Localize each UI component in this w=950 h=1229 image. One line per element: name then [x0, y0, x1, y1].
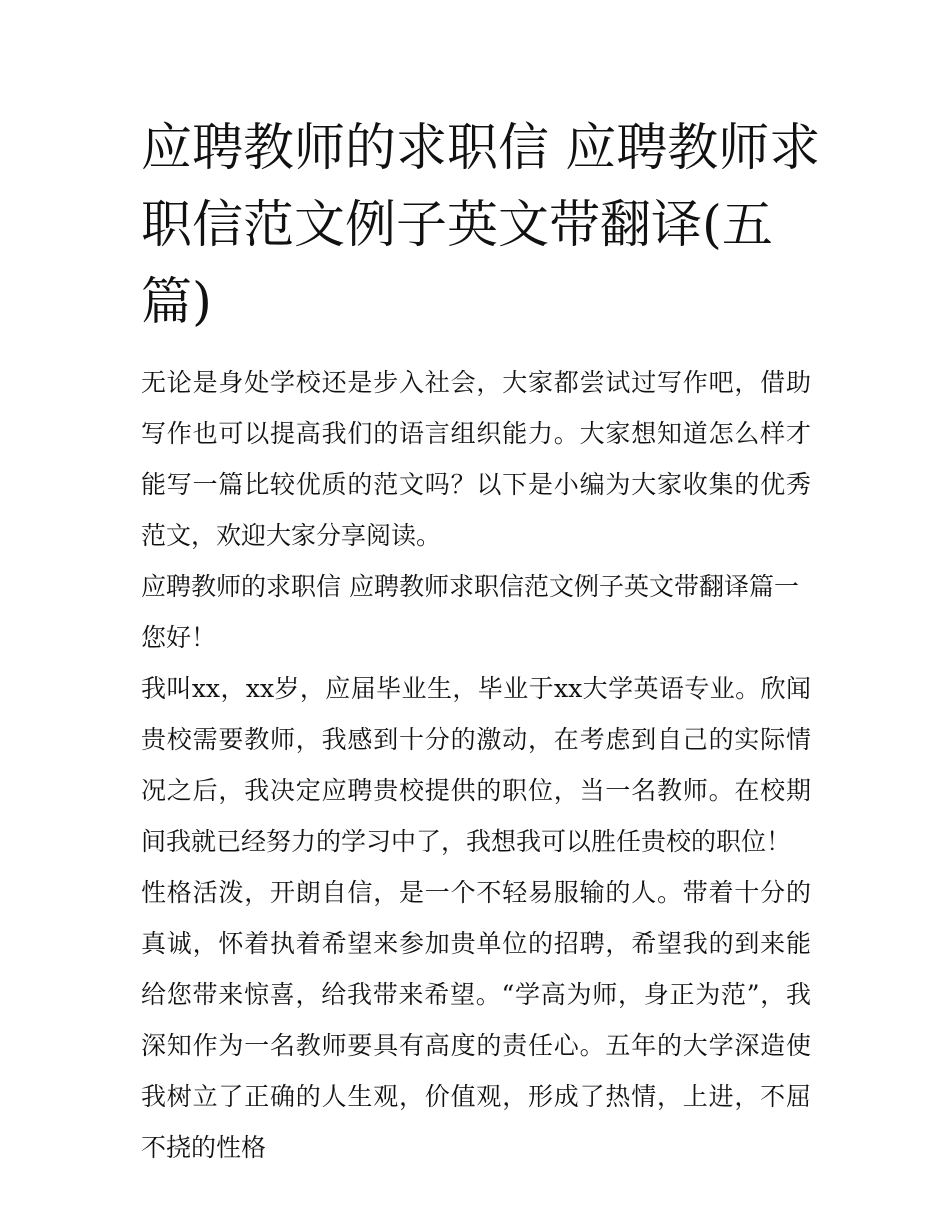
intro-paragraph: 无论是身处学校还是步入社会，大家都尝试过写作吧，借助写作也可以提高我们的语言组织能力。大家想知道怎么样才能写一篇比较优质的范文吗？以下是小编为大家收集的优秀范文，欢迎大家分享阅读。: [141, 368, 811, 550]
body-paragraph-1: 我叫xx，xx岁，应届毕业生，毕业于xx大学英语专业。欣闻贵校需要教师，我感到十分的激动，在考虑到自己的实际情况之后，我决定应聘贵校提供的职位，当一名教师。在校期间我就已经努力的学习中了，我想我可以胜任贵校的职位！: [141, 674, 811, 856]
section-heading: 应聘教师的求职信 应聘教师求职信范文例子英文带翻译篇一: [141, 572, 799, 601]
greeting-paragraph: 您好！: [141, 623, 217, 652]
document-content: [141, 110, 821, 1173]
body-paragraph-2: 性格活泼，开朗自信，是一个不轻易服输的人。带着十分的真诚，怀着执着希望来参加贵单位的招聘，希望我的到来能给您带来惊喜，给我带来希望。“学高为师，身正为范”，我深知作为一名教师要具有高度的责任心。五年的大学深造使我树立了正确的人生观，价值观，形成了热情，上进，不屈不挠的性格: [141, 878, 811, 1162]
document-title: 应聘教师的求职信 应聘教师求职信范文例子英文带翻译(五篇): [141, 119, 821, 332]
